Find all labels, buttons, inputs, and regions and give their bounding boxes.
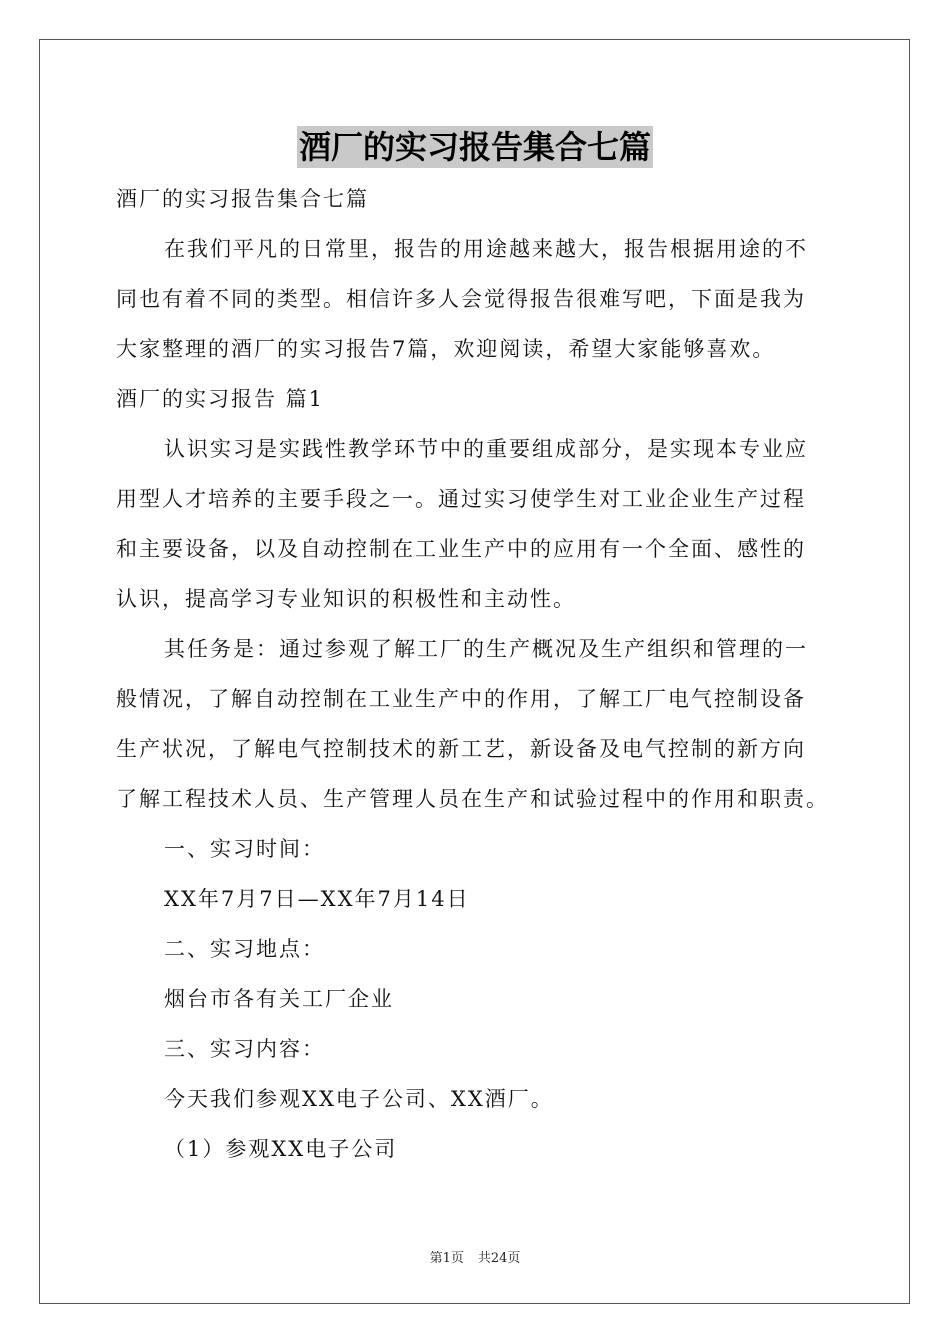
paragraph-line: 认识，提高学习专业知识的积极性和主动性。: [116, 587, 576, 611]
paragraph-line: 用型人才培养的主要手段之一。通过实习使学生对工业企业生产过程: [116, 487, 806, 511]
section-heading: 酒厂的实习报告 篇1: [116, 387, 325, 411]
paragraph-line: 在我们平凡的日常里，报告的用途越来越大，报告根据用途的不: [164, 237, 808, 261]
list-heading: 一、实习时间：: [164, 837, 325, 861]
paragraph-line: 生产状况，了解电气控制技术的新工艺，新设备及电气控制的新方向: [116, 737, 806, 761]
paragraph-line: 和主要设备，以及自动控制在工业生产中的应用有一个全面、感性的: [116, 537, 806, 561]
paragraph-line: 其任务是：通过参观了解工厂的生产概况及生产组织和管理的一: [164, 637, 808, 661]
list-item: （1）参观XX电子公司: [164, 1137, 398, 1161]
paragraph-line: 般情况，了解自动控制在工业生产中的作用，了解工厂电气控制设备: [116, 687, 806, 711]
page-border: [39, 39, 910, 1304]
list-heading: 二、实习地点：: [164, 937, 325, 961]
subtitle-line: 酒厂的实习报告集合七篇: [116, 187, 369, 211]
paragraph-line: 同也有着不同的类型。相信许多人会觉得报告很难写吧，下面是我为: [116, 287, 806, 311]
paragraph-line: 大家整理的酒厂的实习报告7篇，欢迎阅读，希望大家能够喜欢。: [116, 337, 776, 361]
paragraph-line: 认识实习是实践性教学环节中的重要组成部分，是实现本专业应: [164, 437, 808, 461]
page-total: 共24页: [477, 1251, 521, 1266]
document-title: 酒厂的实习报告集合七篇: [298, 128, 651, 166]
paragraph-line: XX年7月7日—XX年7月14日: [164, 887, 470, 911]
paragraph-line: 今天我们参观XX电子公司、XX酒厂。: [164, 1087, 554, 1111]
paragraph-line: 了解工程技术人员、生产管理人员在生产和试验过程中的作用和职责。: [116, 787, 829, 811]
paragraph-line: 烟台市各有关工厂企业: [164, 987, 394, 1011]
page-number: 第1页: [429, 1251, 464, 1266]
title-container: [0, 126, 950, 168]
list-heading: 三、实习内容：: [164, 1037, 325, 1061]
page-footer: [0, 1247, 950, 1266]
